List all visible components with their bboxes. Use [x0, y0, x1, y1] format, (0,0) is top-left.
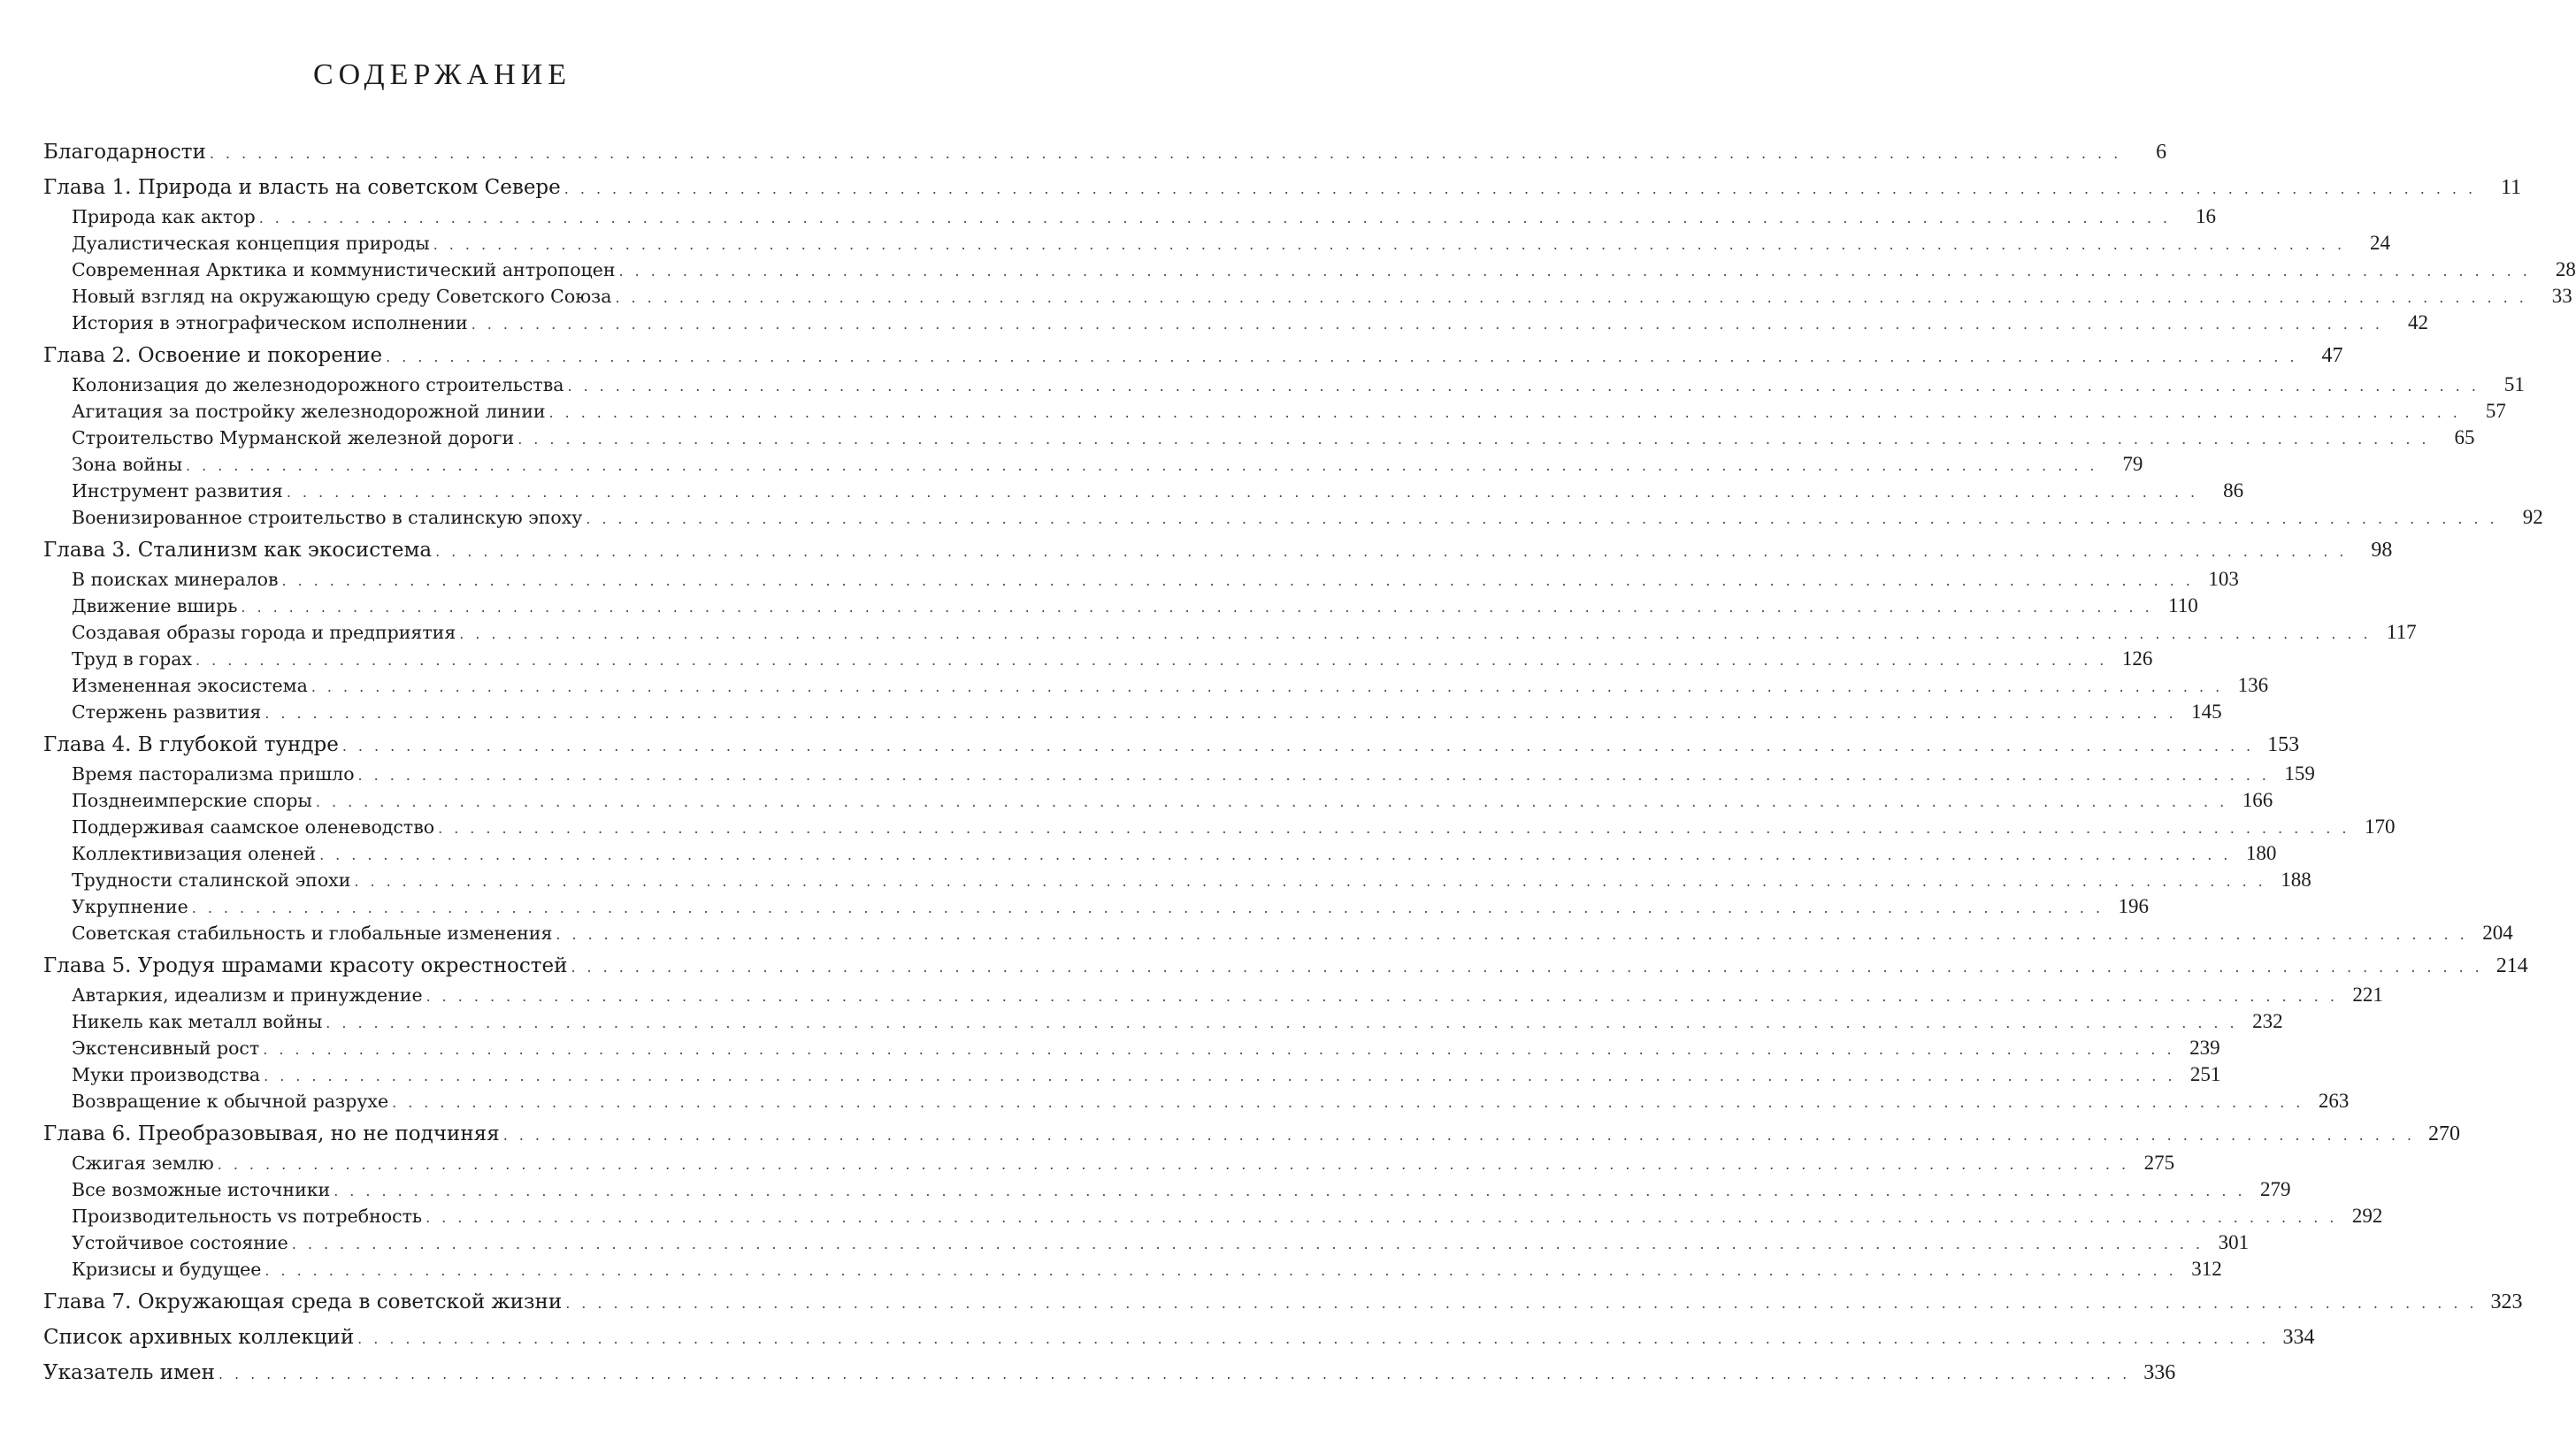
toc-section-entry — [43, 1203, 2383, 1229]
toc-entry-label: В поисках минералов — [72, 566, 282, 593]
toc-page-number: 214 — [2496, 954, 2528, 977]
toc-entry-label: Никель как металл войны — [72, 1008, 326, 1035]
toc-section-entry — [43, 283, 2572, 310]
toc-section-entry — [43, 814, 2396, 840]
toc-section-entry — [43, 867, 2312, 893]
toc-section-entry — [43, 1256, 2222, 1283]
toc-page-number: 6 — [2156, 141, 2167, 164]
toc-section-entry — [43, 840, 2277, 867]
toc-entry-label: Стержень развития — [72, 699, 264, 725]
toc-page-number: 334 — [2282, 1326, 2315, 1349]
toc-page-number: 312 — [2191, 1258, 2222, 1280]
toc-entry-label: Возвращение к обычной разрухе — [72, 1088, 392, 1114]
toc-section-entry — [43, 593, 2198, 619]
table-of-contents — [43, 136, 2576, 1389]
toc-page-number: 166 — [2242, 789, 2273, 811]
toc-page-number: 136 — [2237, 674, 2269, 696]
dot-leader: ........................................................................................................................ — [264, 705, 2185, 722]
toc-entry-label: Глава 5. Уродуя шрамами красоту окрестностей — [43, 950, 571, 982]
dot-leader: ........................................................................................................................ — [354, 873, 2274, 890]
toc-page-number: 42 — [2408, 311, 2429, 333]
dot-leader: ........................................................................................................................ — [471, 316, 2392, 333]
toc-page-number: 24 — [2370, 232, 2391, 254]
toc-page-number: 92 — [2522, 506, 2543, 528]
dot-leader: ........................................................................................................................ — [426, 988, 2346, 1005]
toc-page-number: 221 — [2352, 984, 2383, 1006]
toc-section-entry — [43, 478, 2244, 504]
toc-page-number: 251 — [2189, 1063, 2221, 1085]
dot-leader: ........................................................................................................................ — [217, 1156, 2138, 1173]
toc-page-number: 336 — [2143, 1361, 2176, 1384]
toc-section-entry — [43, 566, 2239, 593]
toc-chapter-entry — [43, 136, 2167, 168]
toc-entry-label: Сжигая землю — [72, 1150, 218, 1176]
toc-page-number: 159 — [2284, 762, 2315, 785]
toc-section-entry — [43, 310, 2429, 336]
toc-entry-label: Укрупнение — [72, 893, 192, 920]
toc-section-entry — [43, 1229, 2250, 1256]
dot-leader: ........................................................................................................................ — [186, 457, 2106, 474]
toc-entry-label: Автаркия, идеализм и принуждение — [72, 982, 426, 1008]
toc-entry-label: Позднеимперские споры — [72, 787, 316, 814]
toc-section-entry — [43, 787, 2273, 814]
toc-section-entry — [43, 425, 2475, 451]
toc-entry-label: Устойчивое состояние — [72, 1229, 292, 1256]
dot-leader: ........................................................................................................................ — [264, 1262, 2185, 1279]
toc-entry-label: Указатель имен — [43, 1357, 218, 1389]
toc-page-number: 145 — [2191, 701, 2222, 723]
toc-section-entry — [43, 398, 2506, 425]
toc-chapter-entry — [43, 1286, 2523, 1318]
toc-entry-label: Трудности сталинской эпохи — [72, 867, 354, 893]
dot-leader: ........................................................................................................................ — [438, 820, 2358, 837]
dot-leader: ........................................................................................................................ — [564, 180, 2485, 197]
toc-section-entry — [43, 646, 2153, 672]
toc-entry-label: Агитация за постройку железнодорожной линии — [72, 398, 549, 425]
toc-section-entry — [43, 1150, 2175, 1176]
toc-section-entry — [43, 504, 2543, 531]
toc-entry-label: Экстенсивный рост — [72, 1035, 263, 1061]
dot-leader: ........................................................................................................................ — [286, 484, 2207, 501]
toc-page-number: 239 — [2189, 1037, 2220, 1059]
toc-page-number: 292 — [2351, 1205, 2383, 1227]
toc-section-entry — [43, 893, 2150, 920]
toc-section-entry — [43, 203, 2217, 230]
dot-leader: ........................................................................................................................ — [357, 767, 2278, 784]
toc-page-number: 47 — [2321, 344, 2343, 367]
dot-leader: ........................................................................................................................ — [565, 1295, 2486, 1312]
dot-leader: ........................................................................................................................ — [556, 926, 2476, 943]
toc-entry-label: Список архивных коллекций — [43, 1321, 357, 1353]
dot-leader: ........................................................................................................................ — [386, 348, 2306, 365]
toc-page-number: 279 — [2260, 1178, 2291, 1200]
dot-leader: ........................................................................................................................ — [263, 1041, 2183, 1058]
toc-page-number: 98 — [2371, 539, 2393, 562]
toc-section-entry — [43, 982, 2383, 1008]
toc-entry-label: Инструмент развития — [72, 478, 287, 504]
toc-entry-label: Создавая образы города и предприятия — [72, 619, 459, 646]
dot-leader: ........................................................................................................................ — [264, 1068, 2184, 1084]
dot-leader: ........................................................................................................................ — [618, 263, 2539, 280]
toc-section-entry — [43, 1035, 2220, 1061]
dot-leader: ........................................................................................................................ — [291, 1236, 2212, 1252]
dot-leader: ........................................................................................................................ — [209, 145, 2130, 162]
toc-entry-label: Измененная экосистема — [72, 672, 311, 699]
toc-entry-label: Глава 6. Преобразовывая, но не подчиняя — [43, 1118, 503, 1150]
dot-leader: ........................................................................................................................ — [310, 678, 2232, 695]
toc-section-entry — [43, 699, 2222, 725]
dot-leader: ........................................................................................................................ — [548, 404, 2469, 421]
toc-page-number: 196 — [2118, 895, 2150, 917]
toc-entry-label: Благодарности — [43, 136, 210, 168]
dot-leader: ........................................................................................................................ — [392, 1094, 2312, 1111]
toc-entry-label: Глава 4. В глубокой тундре — [43, 729, 342, 761]
toc-entry-label: Поддерживая саамское оленеводство — [72, 814, 438, 840]
toc-entry-label: Военизированное строительство в сталинскую эпоху — [72, 504, 586, 531]
dot-leader: ........................................................................................................................ — [435, 543, 2356, 560]
toc-section-entry — [43, 920, 2513, 946]
dot-leader: ........................................................................................................................ — [426, 1209, 2346, 1226]
dot-leader: ........................................................................................................................ — [326, 1015, 2246, 1031]
toc-page-number: 323 — [2490, 1290, 2523, 1313]
toc-entry-label: Движение вширь — [72, 593, 241, 619]
toc-page-number: 275 — [2143, 1152, 2175, 1174]
toc-page-number: 188 — [2281, 869, 2312, 891]
toc-entry-label: Муки производства — [72, 1061, 264, 1088]
toc-entry-label: История в этнографическом исполнении — [72, 310, 472, 336]
toc-entry-label: Современная Арктика и коммунистический антропоцен — [72, 257, 619, 283]
toc-entry-label: Глава 7. Окружающая среда в советской жизни — [43, 1286, 565, 1318]
dot-leader: ........................................................................................................................ — [319, 846, 2240, 863]
toc-page-number: 263 — [2318, 1090, 2350, 1112]
toc-page-number: 65 — [2454, 426, 2475, 448]
toc-page-number: 180 — [2245, 842, 2277, 864]
dot-leader: ........................................................................................................................ — [341, 738, 2263, 754]
toc-section-entry — [43, 451, 2143, 478]
toc-chapter-entry — [43, 534, 2393, 566]
toc-page-number: 16 — [2196, 205, 2217, 227]
dot-leader: ........................................................................................................................ — [218, 1366, 2139, 1382]
toc-page-number: 153 — [2267, 733, 2300, 756]
dot-leader: ........................................................................................................................ — [586, 510, 2506, 527]
toc-section-entry — [43, 1061, 2221, 1088]
toc-page-number: 79 — [2122, 453, 2143, 475]
dot-leader: ........................................................................................................................ — [191, 900, 2112, 916]
toc-page-number: 28 — [2555, 258, 2576, 280]
dot-leader: ........................................................................................................................ — [433, 236, 2354, 253]
toc-section-entry — [43, 1176, 2291, 1203]
toc-page-number: 301 — [2218, 1231, 2250, 1253]
toc-entry-label: Все возможные источники — [72, 1176, 334, 1203]
toc-page-number: 204 — [2482, 922, 2513, 944]
toc-section-entry — [43, 230, 2391, 257]
toc-entry-label: Коллективизация оленей — [72, 840, 319, 867]
toc-section-entry — [43, 257, 2576, 283]
toc-entry-label: Время пасторализма пришло — [72, 761, 358, 787]
dot-leader: ........................................................................................................................ — [315, 793, 2236, 810]
toc-page-number: 51 — [2503, 373, 2525, 395]
toc-chapter-entry — [43, 340, 2343, 371]
toc-page-number: 126 — [2121, 647, 2153, 670]
toc-entry-label: Глава 3. Сталинизм как экосистема — [43, 534, 435, 566]
toc-section-entry — [43, 1088, 2350, 1114]
toc-section-entry — [43, 371, 2525, 398]
toc-entry-label: Кризисы и будущее — [72, 1256, 264, 1283]
dot-leader: ........................................................................................................................ — [357, 1330, 2278, 1347]
dot-leader: ........................................................................................................................ — [258, 210, 2180, 226]
toc-entry-label: Зона войны — [72, 451, 186, 478]
toc-entry-label: Глава 2. Освоение и покорение — [43, 340, 386, 371]
dot-leader: ........................................................................................................................ — [571, 959, 2491, 976]
toc-entry-label: Колонизация до железнодорожного строительства — [72, 371, 568, 398]
toc-chapter-entry — [43, 729, 2300, 761]
toc-page-number: 270 — [2428, 1122, 2461, 1145]
toc-entry-label: Строительство Мурманской железной дороги — [72, 425, 518, 451]
dot-leader: ........................................................................................................................ — [196, 652, 2116, 669]
toc-chapter-entry — [43, 1321, 2315, 1353]
toc-page-number: 117 — [2386, 621, 2417, 643]
toc-chapter-entry — [43, 1118, 2461, 1150]
dot-leader: ........................................................................................................................ — [502, 1127, 2424, 1144]
toc-page-number: 110 — [2168, 594, 2198, 616]
toc-chapter-entry — [43, 950, 2528, 982]
toc-section-entry — [43, 672, 2269, 699]
dot-leader: ........................................................................................................................ — [334, 1183, 2254, 1199]
dot-leader: ........................................................................................................................ — [281, 572, 2202, 589]
toc-entry-label: Новый взгляд на окружающую среду Советского Союза — [72, 283, 615, 310]
toc-entry-label: Природа как актор — [72, 203, 259, 230]
dot-leader: ........................................................................................................................ — [615, 289, 2535, 306]
toc-page-number: 103 — [2208, 568, 2239, 590]
dot-leader: ........................................................................................................................ — [567, 378, 2488, 394]
dot-leader: ........................................................................................................................ — [241, 599, 2161, 616]
page-title: СОДЕРЖАНИЕ — [312, 58, 572, 91]
toc-chapter-entry — [43, 1357, 2176, 1389]
toc-section-entry — [43, 1008, 2283, 1035]
toc-chapter-entry — [43, 172, 2522, 203]
toc-page-number: 11 — [2500, 176, 2522, 199]
toc-section-entry — [43, 761, 2315, 787]
toc-section-entry — [43, 619, 2417, 646]
toc-entry-label: Советская стабильность и глобальные изменения — [72, 920, 556, 946]
toc-page-number: 57 — [2485, 400, 2506, 422]
toc-page-number: 86 — [2223, 479, 2244, 502]
dot-leader: ........................................................................................................................ — [518, 431, 2438, 448]
toc-page-number: 33 — [2551, 285, 2572, 307]
toc-entry-label: Дуалистическая концепция природы — [72, 230, 433, 257]
toc-entry-label: Глава 1. Природа и власть на советском Севере — [43, 172, 564, 203]
dot-leader: ........................................................................................................................ — [459, 625, 2380, 642]
toc-page-number: 232 — [2252, 1010, 2283, 1032]
toc-entry-label: Производительность vs потребность — [72, 1203, 426, 1229]
toc-page-number: 170 — [2364, 816, 2396, 838]
toc-entry-label: Труд в горах — [72, 646, 196, 672]
